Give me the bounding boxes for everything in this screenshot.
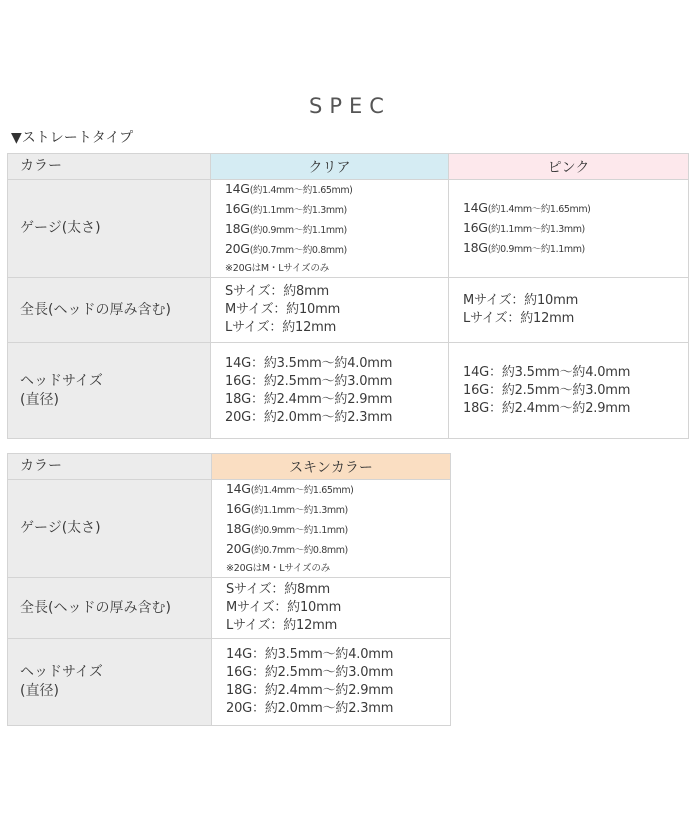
gauge-line: 20G(約0.7mm〜約0.8mm) xyxy=(225,241,347,256)
gauge-line: 18G(約0.9mm〜約1.1mm) xyxy=(225,221,347,236)
gauge-line: 14G(約1.4mm〜約1.65mm) xyxy=(225,181,353,196)
gauge-cell-clear xyxy=(211,180,449,278)
gauge-line: 20G(約0.7mm〜約0.8mm) xyxy=(226,541,348,556)
head-size-line: 20G：約2.0mm〜約2.3mm xyxy=(226,701,394,716)
gauge-note: ※20GはM・Lサイズのみ xyxy=(226,563,331,574)
head-size-line: 18G：約2.4mm〜約2.9mm xyxy=(463,400,631,416)
gauge-line: 16G(約1.1mm〜約1.3mm) xyxy=(226,501,348,516)
length-cell-skin xyxy=(212,578,451,639)
head-size-line: 14G：約3.5mm〜約4.0mm xyxy=(463,364,631,380)
length-line: Lサイズ：約12mm xyxy=(463,311,575,326)
gauge-line: 14G(約1.4mm〜約1.65mm) xyxy=(463,199,591,215)
length-line: Mサイズ：約10mm xyxy=(463,293,579,308)
gauge-note: ※20GはM・Lサイズのみ xyxy=(225,263,330,274)
head-size-line: 16G：約2.5mm〜約3.0mm xyxy=(226,665,394,680)
head-size-label: ヘッドサイズ (直径) xyxy=(8,343,211,439)
gauge-line: 18G(約0.9mm〜約1.1mm) xyxy=(463,239,585,255)
gauge-label: ゲージ(太さ) xyxy=(8,180,211,278)
head-size-line: 14G：約3.5mm〜約4.0mm xyxy=(226,647,394,662)
section-title-straight-type: ▼ストレートタイプ xyxy=(11,130,134,146)
length-cell-pink xyxy=(449,278,689,343)
length-line: Sサイズ：約8mm xyxy=(226,582,331,597)
length-cell-clear xyxy=(211,278,449,343)
color-header-clear: クリア xyxy=(211,154,449,180)
page-title: SPEC xyxy=(309,94,391,118)
color-header-skin: スキンカラー xyxy=(212,454,451,480)
gauge-cell-pink xyxy=(449,180,689,278)
gauge-cell-skin xyxy=(212,480,451,578)
head-size-cell-skin xyxy=(212,639,451,726)
head-size-line: 14G：約3.5mm〜約4.0mm xyxy=(225,355,393,371)
head-size-line: 20G：約2.0mm〜約2.3mm xyxy=(225,409,393,425)
gauge-line: 16G(約1.1mm〜約1.3mm) xyxy=(225,201,347,216)
gauge-line: 18G(約0.9mm〜約1.1mm) xyxy=(226,521,348,536)
length-line: Mサイズ：約10mm xyxy=(225,302,341,317)
head-size-label: ヘッドサイズ (直径) xyxy=(8,639,212,726)
length-line: Mサイズ：約10mm xyxy=(226,600,342,615)
length-line: Lサイズ：約12mm xyxy=(225,320,337,335)
length-label: 全長(ヘッドの厚み含む) xyxy=(8,578,212,639)
head-size-line: 18G：約2.4mm〜約2.9mm xyxy=(226,683,394,698)
color-label: カラー xyxy=(8,154,211,180)
gauge-line: 16G(約1.1mm〜約1.3mm) xyxy=(463,219,585,235)
head-size-cell-pink xyxy=(449,343,689,439)
head-size-line: 16G：約2.5mm〜約3.0mm xyxy=(225,373,393,389)
length-line: Sサイズ：約8mm xyxy=(225,284,330,299)
spec-table-clear-pink xyxy=(7,153,689,439)
color-label: カラー xyxy=(8,454,212,480)
head-size-cell-clear xyxy=(211,343,449,439)
spec-table-skin xyxy=(7,453,451,726)
color-header-pink: ピンク xyxy=(449,154,689,180)
head-size-line: 16G：約2.5mm〜約3.0mm xyxy=(463,382,631,398)
length-label: 全長(ヘッドの厚み含む) xyxy=(8,278,211,343)
gauge-label: ゲージ(太さ) xyxy=(8,480,212,578)
gauge-line: 14G(約1.4mm〜約1.65mm) xyxy=(226,481,354,496)
head-size-line: 18G：約2.4mm〜約2.9mm xyxy=(225,391,393,407)
length-line: Lサイズ：約12mm xyxy=(226,618,338,633)
